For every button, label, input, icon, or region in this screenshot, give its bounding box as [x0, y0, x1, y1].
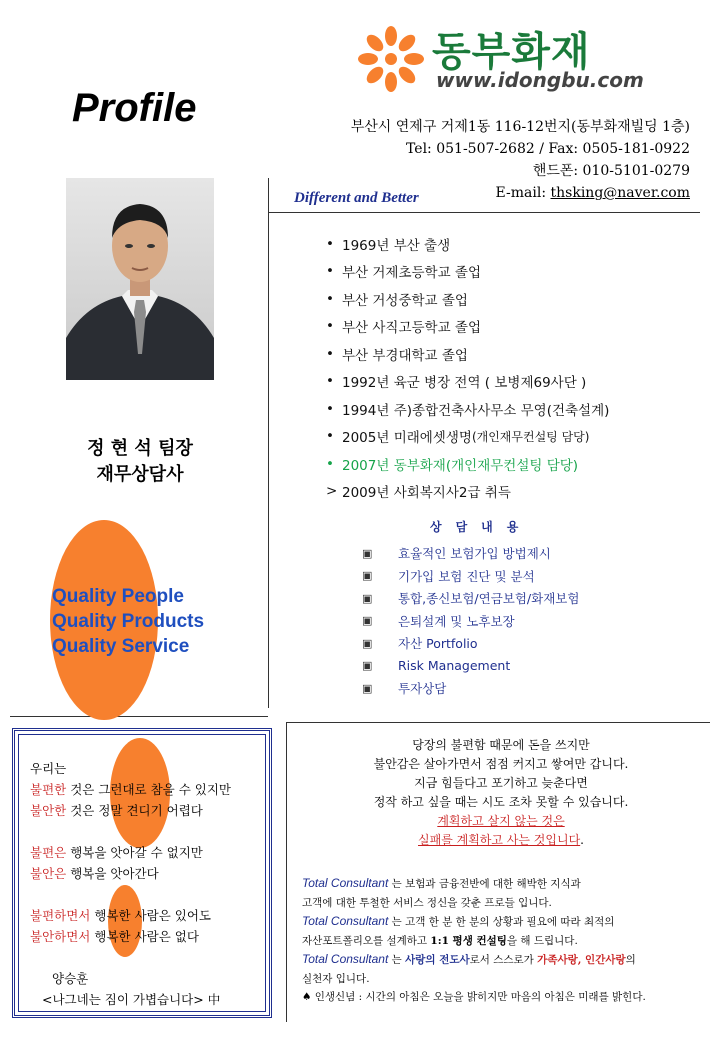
history-item: • 1994년 주)종합건축사사무소 무영(건축설계): [326, 400, 610, 419]
quote-block: 당장의 불편함 때문에 돈을 쓰지만 불안감은 살아가면서 점점 커지고 쌓여만 갑니다. 지금 힘들다고 포기하고 늦춘다면 정작 하고 싶을 때는 시도 조차 못할 수 있습니다. 계획하고 살지 않는 것은 실패를 계획하고 사는 것입니다.: [373, 738, 629, 847]
divider-horizontal-top: [268, 212, 700, 213]
consult-title: 상담내용: [430, 520, 533, 534]
address: 부산시 연제구 거제1동 116-12번지(동부화재빌딩 1층): [350, 119, 690, 135]
tel-fax: Tel: 051-507-2682 / Fax: 0505-181-0922: [406, 141, 690, 157]
square-bullet-icon: ▣: [362, 681, 373, 695]
history-item: • 부산 부경대학교 졸업: [326, 345, 468, 364]
email-link[interactable]: thsking@naver.com: [550, 185, 690, 201]
consult-item: ▣ 효율적인 보험가입 방법제시: [362, 546, 551, 562]
history-item-2005: • 2005년 미래에셋생명 (개인재무컨설팅 담당): [326, 428, 590, 447]
poem: 우리는 불편한 것은 그런대로 참을 수 있지만 불안한 것은 정말 견디기 어렵다 불편은 행복을 앗아갈 수 없지만 불안은 행복을 앗아간다 불편하면서 행복한 사람은 있어도 불안하면서 행복한 사람은 없다 양승훈 <나그네는 짐이 가볍습니다> 中: [30, 758, 231, 1010]
mobile: 핸드폰: 010-5101-0279: [532, 163, 690, 179]
bullet-icon: •: [326, 263, 334, 280]
career-history: [326, 230, 609, 505]
history-item-2007: • 2007년 동부화재 (개인재무컨설팅 담당): [326, 455, 579, 474]
bullet-icon: •: [326, 455, 334, 472]
tagline: Different and Better: [294, 190, 419, 206]
profile-photo: [66, 178, 214, 380]
quality-people: Quality People: [52, 586, 184, 607]
quality-service: Quality Service: [52, 636, 190, 657]
quality-slogan: [52, 584, 204, 659]
square-bullet-icon: ▣: [362, 546, 373, 560]
divider-vertical-top: [268, 178, 269, 708]
consult-item: ▣ Risk Management: [362, 658, 511, 674]
poem-author: 양승훈: [52, 971, 89, 986]
history-item: • 부산 거성중학교 졸업: [326, 290, 468, 309]
square-bullet-icon: ▣: [362, 636, 373, 650]
divider-horizontal-bottom: [286, 722, 710, 723]
bullet-icon: •: [326, 373, 334, 390]
square-bullet-icon: ▣: [362, 591, 373, 605]
consult-list: [362, 542, 579, 700]
person-role: 재무상담사: [96, 464, 184, 485]
bullet-icon: •: [326, 428, 334, 445]
square-bullet-icon: ▣: [362, 659, 373, 673]
poem-source: <나그네는 짐이 가볍습니다> 中: [42, 992, 221, 1007]
bullet-icon: •: [326, 290, 334, 307]
consult-item: ▣ 기가입 보험 진단 및 분석: [362, 568, 535, 584]
consult-item: ▣ 투자상담: [362, 681, 447, 697]
life-motto: ♠ 인생신념 : 시간의 아침은 오늘을 밝히지만 마음의 아침은 미래를 밝힌다.: [302, 991, 646, 1003]
history-item: • 부산 사직고등학교 졸업: [326, 318, 481, 337]
bullet-icon: •: [326, 345, 334, 362]
arrow-icon: >: [326, 483, 338, 500]
page-title: Profile: [72, 86, 197, 130]
name-block: [40, 436, 240, 488]
history-item-2009: > 2009년 사회복지사2급 취득: [326, 483, 511, 502]
divider-vertical-bottom: [286, 722, 287, 1022]
bullet-icon: •: [326, 318, 334, 335]
square-bullet-icon: ▣: [362, 569, 373, 583]
consult-item: ▣ 은퇴설계 및 노후보장: [362, 613, 515, 629]
consult-item: ▣ 통합,종신보험/연금보험/화재보험: [362, 591, 580, 607]
company-logo-icon: [358, 26, 424, 92]
person-name: 정 현 석 팀장: [87, 438, 193, 459]
history-item: • 부산 거제초등학교 졸업: [326, 263, 481, 282]
history-item: • 1992년 육군 병장 전역 ( 보병제69사단 ): [326, 373, 587, 392]
divider-horizontal-mid: [10, 716, 268, 717]
quality-products: Quality Products: [52, 611, 205, 632]
company-website[interactable]: www.idongbu.com: [436, 68, 644, 92]
bullet-icon: •: [326, 235, 334, 252]
company-logo-name: 동부화재: [432, 29, 591, 75]
square-bullet-icon: ▣: [362, 614, 373, 628]
history-item: • 1969년 부산 출생: [326, 235, 451, 254]
email-label: E-mail:: [495, 185, 551, 201]
vision-statement: Total Consultant 는 보험과 금융전반에 대한 해박한 지식과 고객에 대한 투철한 서비스 정신을 갖춘 프로들 입니다. Total Consultant 는 고객 한 분 한 분의 상황과 필요에 따라 최적의 자산포트폴리오를 설계하고 1:1 평생 컨설팅을 해 드립니다. Total Consultant 는 사랑의 전도사로서 스스로가 가족사랑, 인간사랑의 실천자 입니다. ♠ 인생신념 : 시간의 아침은 오늘을 밝히지만 마음의 아침은 미래를 밝힌다.: [302, 874, 712, 1007]
consult-item: ▣ 자산 Portfolio: [362, 636, 478, 652]
bullet-icon: •: [326, 400, 334, 417]
